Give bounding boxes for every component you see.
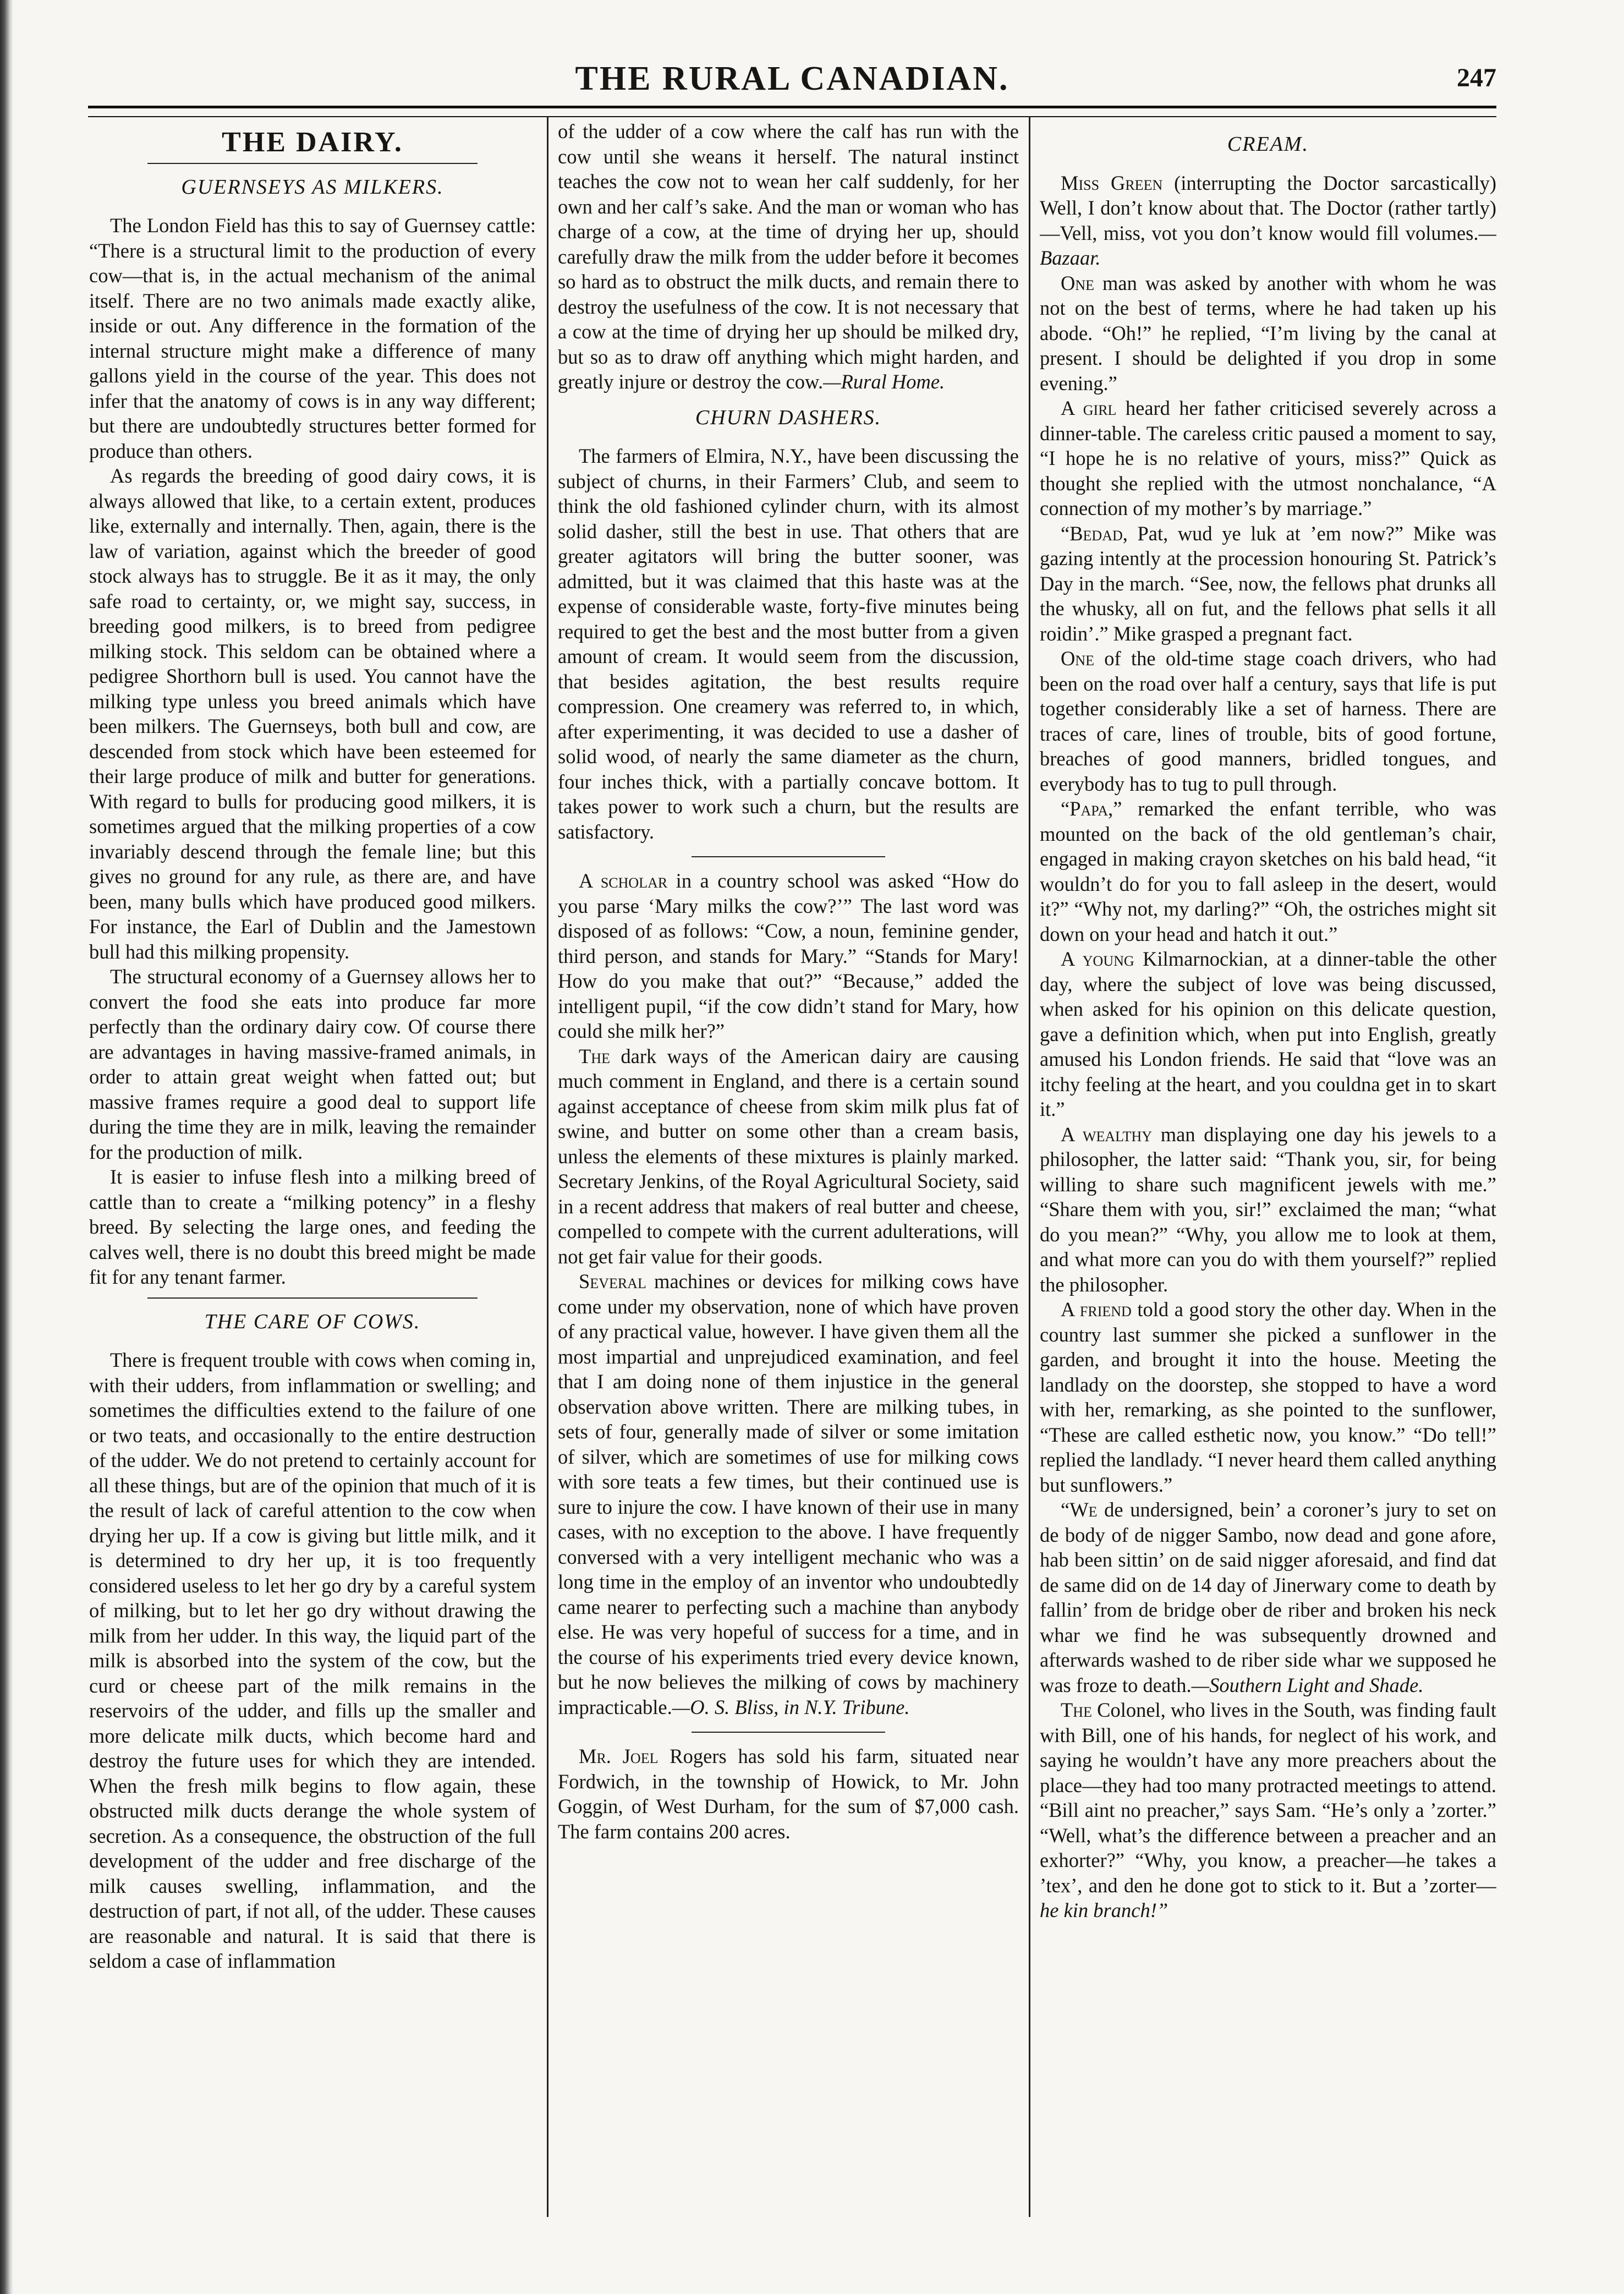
article-paragraph: There is frequent trouble with cows when coming in, with their udders, from inflammation or swelling; and sometimes the difficulties extend to the failure of one or two teats, and occasionally to the entire destruction of the udder. We do not pretend to certainly account for all these things, but are of the opinion that much of it is the result of lack of careful attention to the cow when drying her up. If a cow is giving but little milk, and it is determined to dry her up, it is too frequently considered useless to let her go dry by a careful system of milking, but to let her go dry without drawing the milk from her udder. In this way, the liquid part of the milk is absorbed into the system of the cow, but the curd or cheese part of the milk remains in the reservoirs of the udder, and fills up the smaller and more delicate milk ducts, which become hard and destroy the future uses for which they are intended. When the fresh milk begins to flow again, these obstructed milk ducts derange the whole system of secretion. As a consequence, the obstruction of the full development of the udder and free discharge of the milk causes swelling, inflammation, and the destruction of part, if not all, of the udder. These causes are reasonable and natural. It is said that there is seldom a case of inflammation: [89, 1349, 536, 1972]
paragraph-text: remarked the enfant terrible, who was mounted on the back of the old gentleman’s chair, engaged in making crayon sketches on his bald head, “it wouldn’t do for you to fall asleep in the desert, would it?” “Why not, my darling?” “Oh, the ostriches might sit down on your head and hatch it out.”: [1040, 797, 1496, 945]
scan-edge: [0, 0, 13, 2294]
article-paragraph: The farmers of Elmira, N.Y., have been discussing the subject of churns, in their Farmers’ Club, and seem to think the old fashioned cylinder churn, with its almost solid dasher, still the best in use. That others that are greater agitators will bring the butter sooner, was admitted, but it was claimed that this haste was at the expense of considerable waste, forty-five minutes being required to get the best and the most butter from a given amount of cream. It would seem from the discussion, that besides agitation, the best results require compression. One creamery was referred to, in which, after experimenting, it was decided to use a dasher of solid wood, of nearly the same diameter as the churn, four inches thick, with a partially concave bottom. It takes power to work such a churn, but the results are satisfactory.: [558, 445, 1019, 843]
paragraph-text: Kilmarnockian, at a dinner-table the other day, where the subject of love was being discussed, when asked for his opinion on this delicate question, gave a definition which, when put into English, greatly amused his London friends. He said that “love was an itchy feeling at the heart, and you couldna get in to skart it.”: [1040, 948, 1496, 1120]
article-title-guernseys: GUERNSEYS AS MILKERS.: [181, 175, 444, 199]
paragraph-text: told a good story the other day. When in the country last summer she picked a sunflower in the garden, and brought it into the house. Meeting the landlady on the doorstep, she stopped to have a word with her, remarking, as she pointed to the sunflower, “These are called esthetic now, you know.” “Do tell!” replied the landlady. “I never heard them called anything but sunflowers.”: [1040, 1298, 1496, 1496]
column-rule-2: [1029, 117, 1030, 2217]
lead-words: A friend: [1061, 1298, 1132, 1321]
lead-words: Several: [579, 1270, 646, 1293]
paragraph-text: Colonel, who lives in the South, was finding fault with Bill, one of his hands, for neglect of his work, and saying he wouldn’t have any more preachers about the place—they had too many protracted meetings to attend. “Bill aint no preacher,” says Sam. “He’s only a ’zorter.” “Well, what’s the difference between a preacher and an exhorter?” “Why, you know, a preacher—he takes a ’tex’, and den he done got to stick to it. But a ’zorter—: [1040, 1699, 1496, 1897]
page-number: 247: [1457, 63, 1496, 92]
section-title-cream: CREAM.: [1227, 133, 1309, 156]
article-title-care-of-cows: THE CARE OF COWS.: [204, 1310, 421, 1333]
lead-words: One: [1061, 271, 1095, 294]
newspaper-title: THE RURAL CANADIAN.: [575, 60, 1009, 97]
anecdote: [1040, 1122, 1496, 1297]
lead-words: Miss Green: [1061, 171, 1163, 194]
paragraph-text: de undersigned, bein’ a coroner’s jury to set on de body of de nigger Sambo, now dead and gone afore, hab been sittin’ on de said nigger aforesaid, and find dat de same did on de 14 day of Jinerwary come to death by fallin’ from de bridge ober de riber and broken his neck whar we find he was subsequently drowned and afterwards washed to de riber side whar we supposed he was froze to death.: [1040, 1498, 1496, 1696]
source-credit: —Bazaar.: [1040, 221, 1496, 269]
article-paragraph: [558, 1044, 1019, 1269]
lead-words: Mr. Joel: [579, 1745, 659, 1767]
lead-words: A girl: [1061, 397, 1117, 419]
article-paragraph: [558, 868, 1019, 1044]
source-credit: —Southern Light and Shade.: [1191, 1673, 1424, 1696]
anecdote: [1040, 1497, 1496, 1698]
item-separator: [692, 1732, 885, 1733]
article-paragraph: The structural economy of a Guernsey allows her to convert the food she eats into produce far more perfectly than the ordinary dairy cow. Of course there are advantages in having massive-framed animals, in order to attain great weight when fatted out; but massive frames require a good deal to support life during the time they are in milk, leaving the remainder for the production of milk.: [89, 965, 536, 1163]
article-paragraph: [558, 1744, 1019, 1844]
paragraph-text: of the old-time stage coach drivers, who had been on the road over half a century, says that life is put together considerably like a set of harness. There are traces of care, lines of trouble, bits of good fortune, breaches of good manners, bridled tongues, and everybody has to tug to pull through.: [1040, 647, 1496, 795]
article-paragraph: It is easier to infuse flesh into a milking breed of cattle than to create a “milking potency” in a fleshy breed. By selecting the large ones, and feeding the calves well, there is no doubt this breed might be made fit for any tenant farmer.: [89, 1165, 536, 1288]
anecdote: [1040, 1698, 1496, 1923]
article-paragraph: The London Field has this to say of Guernsey cattle: “There is a structural limit to the production of every cow—that is, in the actual mechanism of the animal itself. There are no two animals made exactly alike, inside or out. Any difference in the formation of the internal structure might make a difference of many gallons yield in the course of the year. This does not infer that the anatomy of cows is in any way different; but there are undoubtedly structures better formed for produce than others.: [89, 214, 536, 462]
section-title-dairy: THE DAIRY.: [222, 127, 403, 158]
header-rule: [88, 106, 1496, 117]
source-credit: —O. S. Bliss, in N.Y. Tribune.: [672, 1695, 910, 1718]
paragraph-text: heard her father criticised severely across a dinner-table. The careless critic paused a moment to say, “I hope he is no relative of yours, miss?” Quick as thought she replied with the utmost nonchalance, “A connection of my mother’s by marriage.”: [1040, 397, 1496, 519]
page-header: [88, 59, 1496, 103]
lead-words: The: [579, 1044, 610, 1067]
lead-words: A young: [1061, 948, 1134, 970]
lead-words: “Bedad,: [1061, 522, 1128, 545]
anecdote: [1040, 946, 1496, 1122]
lead-words: A wealthy: [1061, 1123, 1153, 1146]
paragraph-text: man was asked by another with whom he was not on the best of terms, where he had taken up his abode. “Oh!” he replied, “I’m living by the canal at present. I should be delighted if you drop in some evening.”: [1040, 271, 1496, 395]
article-paragraph: As regards the breeding of good dairy cows, it is always allowed that like, to a certain extent, produces like, externally and internally. Then, again, there is the law of variation, against which the breeder of good stock always has to struggle. Be it as it may, the only safe road to certainty, or, we might say, success, in breeding good milkers, is to breed from pedigree milking stock. This seldom can be obtained where a pedigree Shorthorn bull is used. You cannot have the milking type unless you breed animals which have been milkers. The Guernseys, both bull and cow, are descended from stock which have been esteemed for their large produce of milk and butter for generations. With regard to bulls for producing good milkers, it is sometimes argued that the milking properties of a cow invariably descend through the female line; but this gives no ground for any rule, as there are, and have been, many bulls which have produced good milkers. For instance, the Earl of Dublin and the Jamestown bull had this milking propensity.: [89, 464, 536, 963]
anecdote: [1040, 396, 1496, 521]
paragraph-text: in a country school was asked “How do you parse ‘Mary milks the cow?’” The last word was disposed of as follows: “Cow, a noun, feminine gender, third person, and stands for Mary.” “Stands for Mary! How do you make that out?” “Because,” added the intelligent pupil, “if the cow didn’t stand for Mary, how could she milk her?”: [558, 869, 1019, 1042]
lead-words: “Papa,”: [1061, 797, 1122, 820]
paragraph-text: Pat, wud ye luk at ’em now?” Mike was gazing intently at the procession honouring St. Patrick’s Day in the march. “See, now, the fellows phat drunks all the whusky, all on fut, and the fellows phat sells it all roidin’.” Mike grasped a pregnant fact.: [1040, 522, 1496, 645]
anecdote: [1040, 796, 1496, 946]
paragraph-text: Rogers has sold his farm, situated near Fordwich, in the township of Howick, to Mr. John Goggin, of West Durham, for the sum of $7,000 cash. The farm contains 200 acres.: [558, 1745, 1019, 1843]
source-credit: —Rural Home.: [823, 370, 945, 393]
paragraph-text: (interrupting the Doctor sarcastically) Well, I don’t know about that. The Doctor (rather tartly)—Vell, miss, vot you don’t know would fill volumes.: [1040, 171, 1496, 244]
paragraph-text: dark ways of the American dairy are causing much comment in England, and there is a certain sound against acceptance of cheese from skim milk plus fat of swine, and butter on some other than a cream basis, unless the elements of these mixtures is plainly marked. Secretary Jenkins, of the Royal Agricultural Society, said in a recent address that makers of real butter and cheese, compelled to compete with the current adulterations, will not get fair value for their goods.: [558, 1044, 1019, 1268]
column-3: [1040, 119, 1496, 2217]
article-title-churn-dashers: CHURN DASHERS.: [695, 406, 882, 429]
item-separator: [692, 856, 885, 857]
paragraph-text: man displaying one day his jewels to a philosopher, the latter said: “Thank you, sir, for being willing to share such magnificent jewels with me.” “Share them with you, sir!” exclaimed the man; “what do you mean?” “Why, you allow me to look at them, and what more can you do with them yourself?” replied the philosopher.: [1040, 1123, 1496, 1296]
lead-words: The: [1061, 1699, 1092, 1721]
anecdote: [1040, 1297, 1496, 1497]
column-1: [89, 119, 536, 2217]
paragraph-text: of the udder of a cow where the calf has run with the cow until she weans it herself. The natural instinct teaches the cow not to wean her calf suddenly, for her own and her calf’s sake. And the man or woman who has charge of a cow, at the time of drying her up, should carefully draw the milk from the udder before it becomes so hard as to obstruct the milk ducts, and remain there to destroy the usefulness of the cow. It is not necessary that a cow at the time of drying her up should be milked dry, but so as to draw off anything which might harden, and greatly injure or destroy the cow.: [558, 120, 1019, 393]
article-paragraph: [558, 1269, 1019, 1720]
anecdote: [1040, 521, 1496, 647]
lead-words: “We: [1061, 1498, 1098, 1521]
paragraph-text: machines or devices for milking cows have come under my observation, none of which have proven of any practical value, however. I have given them all the most impartial and unprejudiced examination, and feel that I am doing none of them injustice in the general observation above written. There are milking tubes, in sets of four, generally made of silver or some imitation of silver, which are sometimes of use for milking cows with sore teats a few times, but their continued use is sure to injure the cow. I have known of their use in many cases, with no exception to the above. I have frequently conversed with a very intelligent mechanic who was a long time in the employ of an inventor who undoubtedly came nearer to perfecting such a machine than anybody else. He was very hopeful of success for a time, and in the course of his experiments tried every device known, but he now believes the milking of cows by machinery impracticable.: [558, 1270, 1019, 1718]
lead-words: One: [1061, 647, 1095, 670]
anecdote: [1040, 646, 1496, 796]
article-paragraph: [558, 119, 1019, 395]
article-rule: [147, 1297, 478, 1299]
punchline: he kin branch!”: [1040, 1899, 1168, 1921]
anecdote: [1040, 171, 1496, 271]
lead-words: A scholar: [579, 869, 668, 892]
section-rule: [147, 163, 478, 164]
column-2: [558, 119, 1019, 2217]
anecdote: [1040, 271, 1496, 396]
column-rule-1: [547, 117, 548, 2217]
